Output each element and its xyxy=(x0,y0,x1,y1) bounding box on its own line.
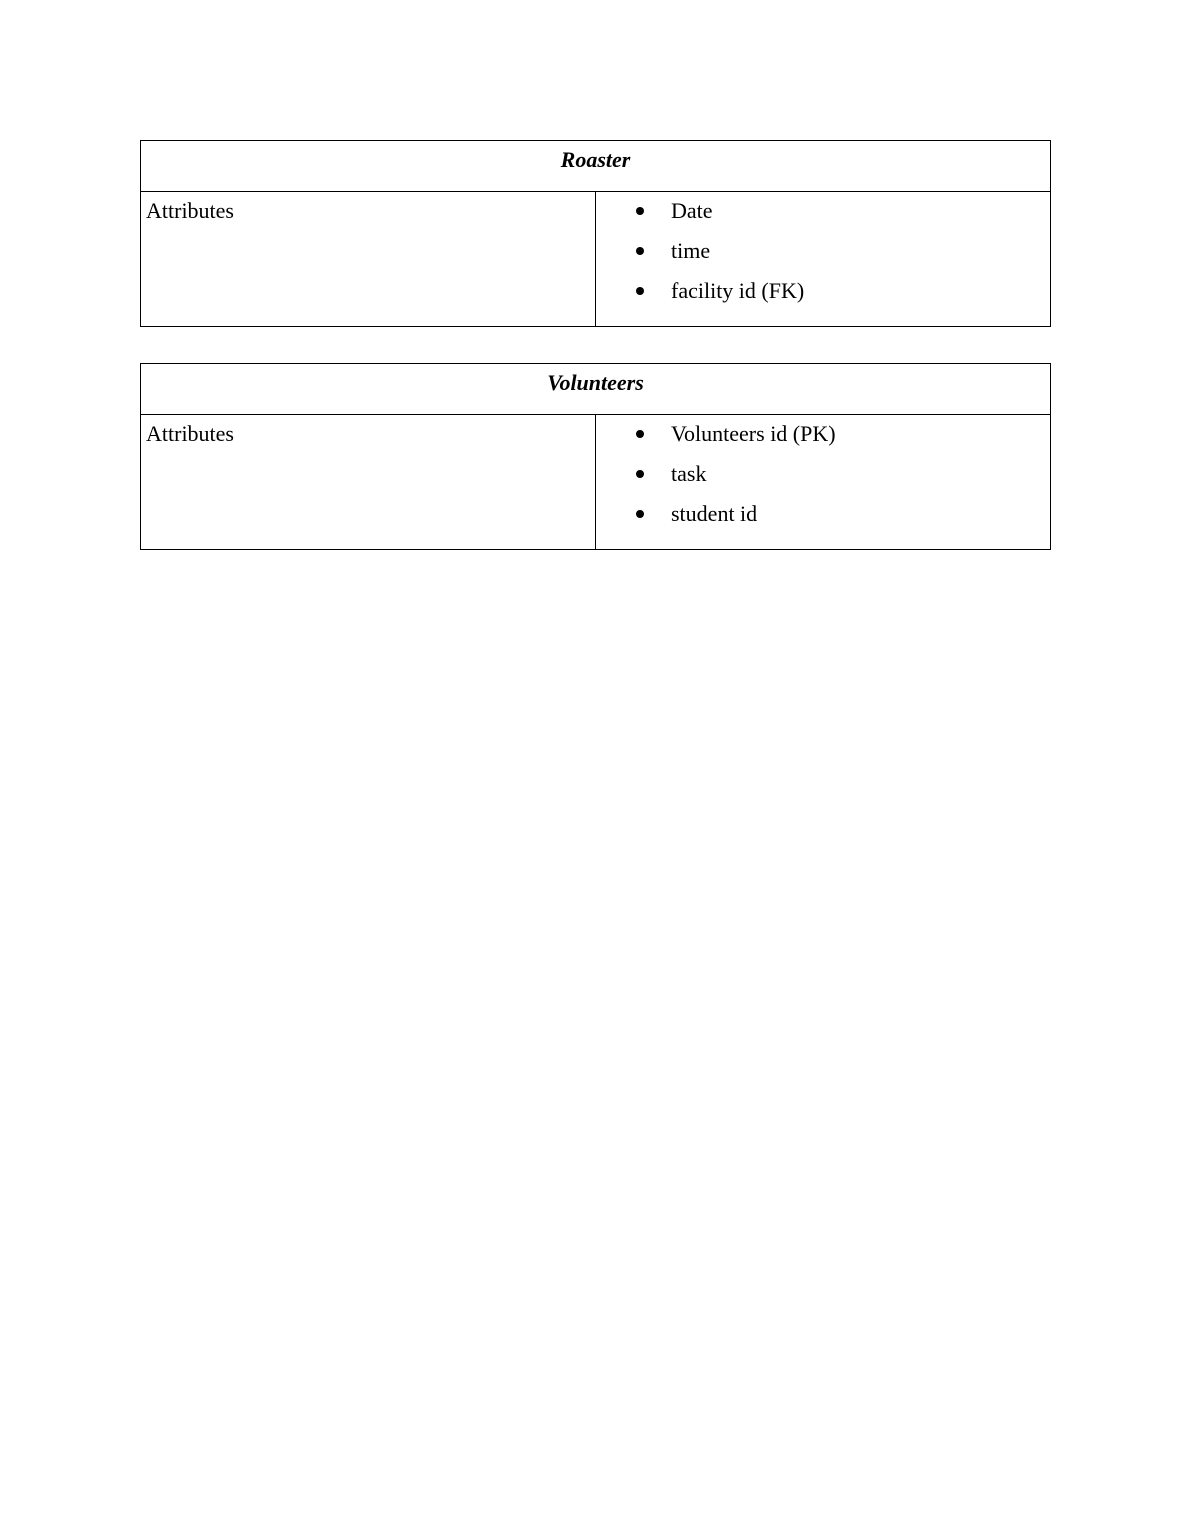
attribute-item xyxy=(596,272,1050,312)
table-title: Volunteers xyxy=(141,364,1051,415)
bullet-icon xyxy=(636,247,644,255)
attribute-list xyxy=(596,415,1050,535)
attribute-text: Volunteers id (PK) xyxy=(671,421,836,446)
attributes-label: Attributes xyxy=(141,415,596,550)
roaster-table xyxy=(140,140,1051,327)
attribute-item xyxy=(596,455,1050,495)
bullet-icon xyxy=(636,510,644,518)
attributes-label: Attributes xyxy=(141,192,596,327)
attributes-cell xyxy=(596,192,1051,327)
table-title: Roaster xyxy=(141,141,1051,192)
attribute-text: time xyxy=(671,238,711,263)
bullet-icon xyxy=(636,430,644,438)
attributes-cell xyxy=(596,415,1051,550)
bullet-icon xyxy=(636,287,644,295)
attribute-item xyxy=(596,192,1050,232)
attribute-text: facility id (FK) xyxy=(671,278,805,303)
attribute-item xyxy=(596,415,1050,455)
attribute-list xyxy=(596,192,1050,312)
bullet-icon xyxy=(636,207,644,215)
attribute-text: task xyxy=(671,461,707,486)
volunteers-table xyxy=(140,363,1051,550)
attribute-item xyxy=(596,495,1050,535)
attribute-text: Date xyxy=(671,198,713,223)
attribute-item xyxy=(596,232,1050,272)
attribute-text: student id xyxy=(671,501,758,526)
bullet-icon xyxy=(636,470,644,478)
